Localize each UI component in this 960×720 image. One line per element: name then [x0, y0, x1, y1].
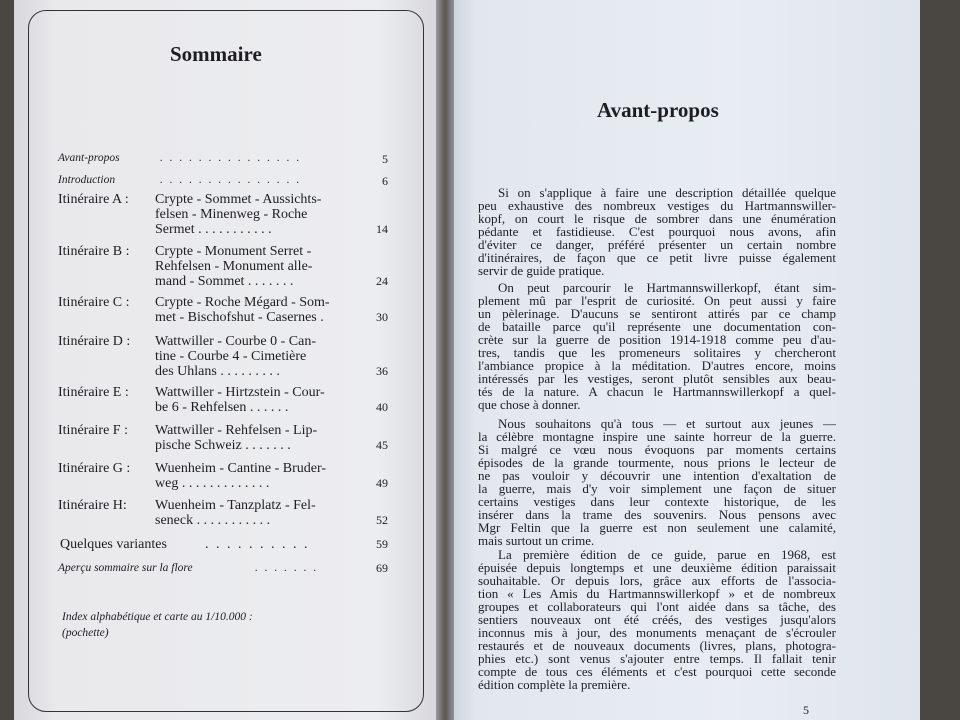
- toc-page-number: 30: [376, 310, 388, 324]
- toc-entry-text: Wattwiller - Rehfelsen - Lip-: [155, 423, 318, 438]
- toc-page-number: 59: [376, 537, 388, 551]
- toc-page-number: 49: [376, 476, 388, 490]
- text-line: tion « Les Amis du Hartmannswillerkopf » et de nombreux: [478, 588, 836, 601]
- toc-page-number: 24: [376, 274, 388, 288]
- toc-entry-text: be 6 - Rehfelsen . . . . . .: [155, 400, 289, 415]
- text-line: restaurés et de nouveaux documents (livres, plans, photogra-: [478, 640, 836, 653]
- toc-entry-text: Wuenheim - Tanzplatz - Fel-: [155, 498, 316, 513]
- index-line: (pochette): [62, 627, 109, 639]
- toc-entry-text: Crypte - Monument Serret -: [155, 244, 312, 259]
- text-line: compte de tous ces éléments et c'est pourquoi cette seconde: [478, 666, 836, 679]
- toc-page-number: 6: [382, 174, 388, 188]
- toc-entry-text: mand - Sommet . . . . . . .: [155, 274, 294, 289]
- toc-entry-label: Introduction: [58, 174, 116, 186]
- toc-page-number: 36: [376, 364, 388, 378]
- text-line: la célèbre montagne inspire une sainte horreur de la guerre.: [478, 431, 836, 444]
- toc-entry-label: Itinéraire G :: [58, 461, 131, 476]
- toc-entry-label: Itinéraire D :: [58, 334, 131, 349]
- toc-entry-text: met - Bischofshut - Casernes .: [155, 310, 324, 325]
- foreword-title: Avant-propos: [597, 98, 719, 122]
- text-line: insérer dans la trame des souvenirs. Nous pensons avec: [478, 509, 836, 522]
- text-line: groupes et collaborateurs qui l'ont aidée dans sa tâche, des: [478, 601, 836, 614]
- toc-entry-text: . . . . . . . . . . . . . . .: [160, 174, 302, 186]
- toc-entry-label: Quelques variantes: [60, 537, 167, 552]
- text-line: Si on s'applique à faire une description détaillée quelque: [498, 187, 836, 200]
- text-line: kopf, on court le risque de sombrer dans une énumération: [478, 213, 836, 226]
- text-line: servir de guide pratique.: [478, 265, 605, 278]
- text-line: d'éviter ce danger, préféré présenter un certain nombre: [478, 239, 836, 252]
- toc-entry-text: Wuenheim - Cantine - Bruder-: [155, 461, 326, 476]
- toc-entry-text: . . . . . . . . . .: [205, 537, 310, 552]
- text-line: sentiers nouveaux ont été créés, des vestiges jusqu'alors: [478, 614, 836, 627]
- toc-entry-label: Itinéraire E :: [58, 385, 129, 400]
- text-line: peu exhaustive des nombreux vestiges du Hartmannswiller-: [478, 200, 836, 213]
- toc-entry-text: Wattwiller - Courbe 0 - Can-: [155, 334, 316, 349]
- toc-entry-text: . . . . . . .: [255, 562, 319, 574]
- toc-entry-text: Crypte - Roche Mégard - Som-: [155, 295, 330, 310]
- text-line: certains vestiges dans leur contexte historique, de les: [478, 496, 836, 509]
- text-line: un pèlerinage. D'aucuns se sentiront attirés par ce champ: [478, 308, 836, 321]
- text-line: Nous souhaitons qu'à tous — et surtout aux jeunes —: [498, 418, 836, 431]
- text-line: crète sur la guerre de position 1914-1918 comme peu d'au-: [478, 334, 836, 347]
- toc-page-number: 45: [376, 438, 388, 452]
- toc-page-number: 40: [376, 400, 388, 414]
- toc-entry-label: Itinéraire C :: [58, 295, 130, 310]
- text-line: mais surtout un crime.: [478, 535, 595, 548]
- toc-entry-label: Avant-propos: [58, 152, 120, 164]
- toc-entry-label: Itinéraire H:: [58, 498, 127, 513]
- text-line: inconnus mis à jour, des monuments menaçant de s'écrouler: [478, 627, 836, 640]
- toc-entry-text: Rehfelsen - Monument alle-: [155, 259, 313, 274]
- toc-entry-text: pische Schweiz . . . . . . .: [155, 438, 291, 453]
- toc-page-number: 69: [376, 561, 388, 575]
- text-line: souhaitable. Or depuis lors, grâce aux efforts de l'associa-: [478, 575, 836, 588]
- toc-entry-label: Itinéraire F :: [58, 423, 128, 438]
- toc-entry-text: . . . . . . . . . . . . . . .: [160, 152, 302, 164]
- text-line: édition complète la première.: [478, 679, 631, 692]
- toc-entry-label: Itinéraire B :: [58, 244, 130, 259]
- toc-entry-text: weg . . . . . . . . . . . . .: [155, 476, 270, 491]
- text-line: de bataille parce qu'il représente une documentation con-: [478, 321, 836, 334]
- text-line: la guerre, mais d'y voir simplement une façon de situer: [478, 483, 836, 496]
- index-line: Index alphabétique et carte au 1/10.000 :: [62, 611, 253, 623]
- text-line: intéressés par les vestiges, seront plutôt sensibles aux beau-: [478, 373, 836, 386]
- toc-entry-text: des Uhlans . . . . . . . . .: [155, 364, 280, 379]
- toc-entry-text: seneck . . . . . . . . . . .: [155, 513, 271, 528]
- page-number: 5: [803, 703, 809, 717]
- text-line: plement mû par l'esprit de curiosité. On peut aussi y faire: [478, 295, 836, 308]
- text-line: d'itinéraires, de façon que ce petit livre puisse également: [478, 252, 836, 265]
- toc-page-number: 52: [376, 513, 388, 527]
- text-line: pédante et fastidieuse. C'est pourquoi nous avons, afin: [478, 226, 836, 239]
- text-line: La première édition de ce guide, parue en 1968, est: [498, 549, 836, 562]
- text-line: l'ambiance propice à la méditation. D'autres encore, moins: [478, 360, 836, 373]
- toc-entry-text: felsen - Minenweg - Roche: [155, 207, 308, 222]
- toc-entry-text: Sermet . . . . . . . . . . .: [155, 222, 272, 237]
- toc-entry-text: Crypte - Sommet - Aussichts-: [155, 192, 322, 207]
- text-line: ne pas vouloir y découvrir une intention d'exaltation de: [478, 470, 836, 483]
- toc-entry-label: Itinéraire A :: [58, 192, 129, 207]
- toc-page-number: 14: [376, 222, 388, 236]
- toc-entry-text: Wattwiller - Hirtzstein - Cour-: [155, 385, 325, 400]
- text-line: que chose à donner.: [478, 399, 581, 412]
- text-line: Mgr Feltin que la guerre est non seulement une calamité,: [478, 522, 836, 535]
- text-line: On peut parcourir le Hartmannswillerkopf, étant sim-: [498, 282, 836, 295]
- toc-page-number: 5: [382, 152, 388, 166]
- text-line: tés de la nature. A chacun le Hartmannswillerkopf a quel-: [478, 386, 836, 399]
- text-line: Si malgré ce vœu nous évoquons par moments certains: [478, 444, 836, 457]
- toc-entry-label: Aperçu sommaire sur la flore: [58, 562, 193, 574]
- text-line: phies etc.) sont venus s'ajouter entre temps. Il fallait tenir: [478, 653, 836, 666]
- text-line: épisodes de la grande tourmente, nous prions le lecteur de: [478, 457, 836, 470]
- toc-title: Sommaire: [170, 42, 262, 66]
- text-line: épuisée depuis longtemps et une deuxième édition paraissait: [478, 562, 836, 575]
- toc-entry-text: tine - Courbe 4 - Cimetière: [155, 349, 307, 364]
- text-line: tres, tandis que les promeneurs solitaires y chercheront: [478, 347, 836, 360]
- book-gutter: [436, 0, 454, 720]
